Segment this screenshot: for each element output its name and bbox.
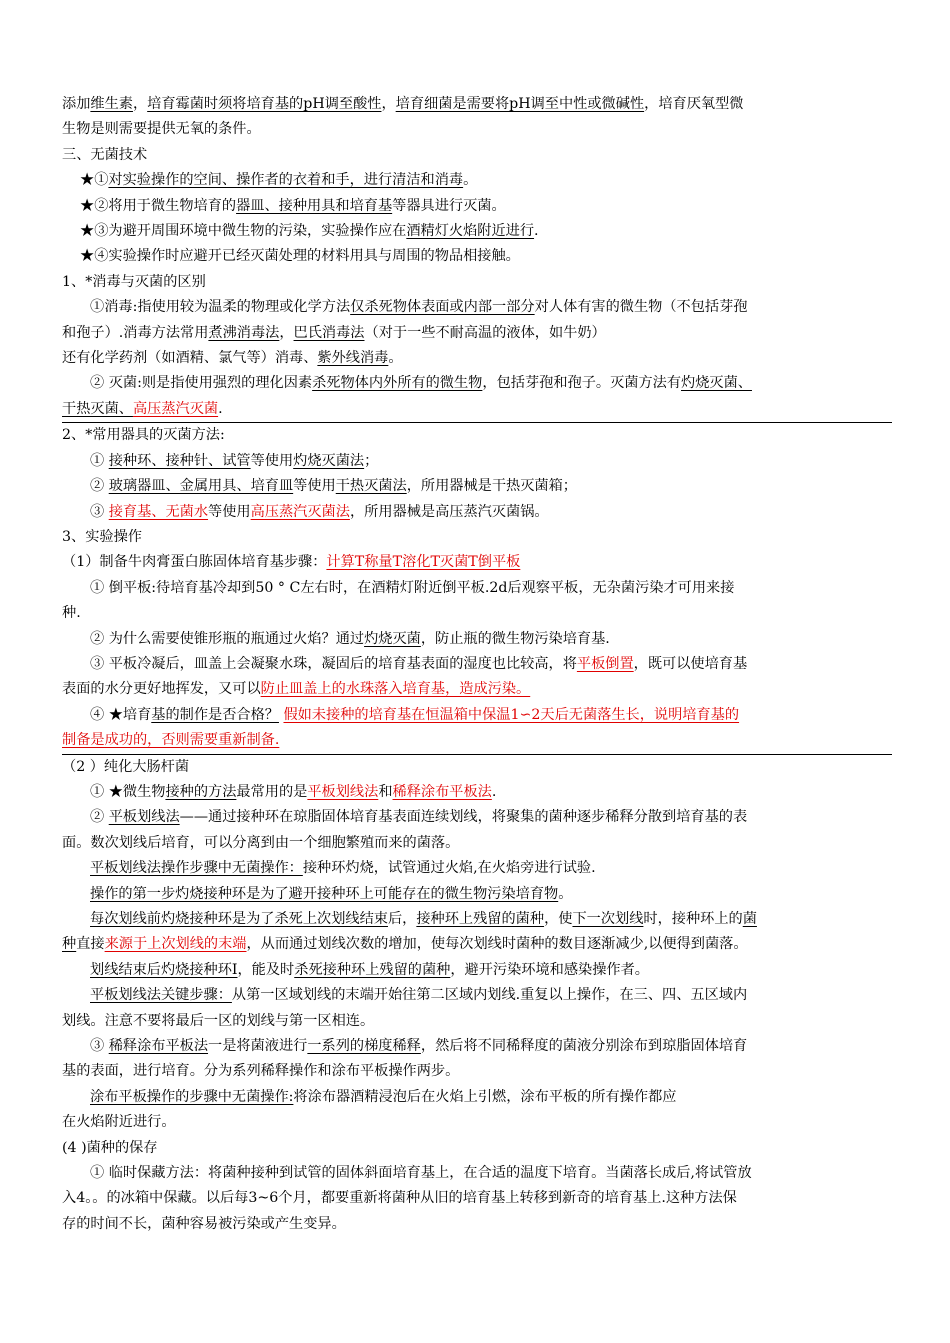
underlined-text: 接种环上残留的菌种	[416, 911, 545, 927]
text-run: ★②将用于微生物培育的	[80, 197, 237, 214]
text-run: 从第一区域划线的末端开始往第二区域内划线.重复以上操作，在三、四、五区域内	[231, 987, 748, 1004]
text-run: 还有化学药剂（如酒精、氯气等）消毒、	[62, 350, 318, 367]
underlined-text: 每次划线前灼烧接种环是为了	[90, 911, 275, 927]
underlined-text: 灼烧灭菌	[364, 630, 421, 647]
text-run: .	[218, 400, 223, 417]
text-run: ，避开污染环境和感染操作者。	[450, 961, 649, 978]
text-line	[62, 244, 892, 269]
text-run: 直接	[76, 936, 105, 953]
text-line	[62, 346, 892, 371]
text-line	[62, 168, 892, 193]
text-line	[62, 576, 892, 601]
highlight-text: 平板倒置	[576, 655, 634, 672]
text-run: 添加	[62, 96, 91, 112]
text-run: 等器具进行灭菌。	[392, 197, 506, 214]
underlined-text: 基的制作是否合格？	[151, 706, 279, 723]
underlined-text: 涂布平板操作的步骤中无菌操作:	[90, 1088, 294, 1105]
underlined-text: 稀释涂布平板法	[108, 1038, 209, 1055]
text-run: ；	[364, 452, 379, 469]
text-run: 2、*常用器具的灭菌方法:	[62, 427, 225, 444]
underlined-text: 器皿、接种用具和培育基	[236, 197, 393, 214]
text-run: 后，	[387, 911, 417, 927]
text-run: ，	[132, 96, 148, 112]
text-line	[62, 780, 892, 805]
text-line	[62, 983, 892, 1008]
text-run: 基的表面，进行培育。分为系列稀释操作和涂布平板操作两步。	[62, 1063, 460, 1080]
underlined-text: 仅杀死物体表面或内部一部分	[350, 299, 535, 316]
text-run: 种.	[62, 605, 81, 622]
text-run: 时，接种环上的	[643, 911, 743, 927]
text-run: 等使用	[250, 452, 294, 469]
underlined-text: 一系列的梯度稀释	[307, 1038, 421, 1055]
text-line	[62, 321, 892, 346]
text-run: 。	[558, 885, 573, 902]
section-heading	[62, 423, 892, 448]
text-run: 一是将菌液进行	[208, 1038, 308, 1055]
underlined-text: 划线结束后灼烧接种环I	[90, 961, 238, 978]
text-line	[62, 92, 892, 117]
underlined-text: 巴氏消毒法	[293, 324, 365, 341]
text-run: ①	[90, 452, 109, 469]
text-run: 等使用	[293, 478, 336, 495]
underlined-text: 平板划线法	[108, 809, 180, 826]
underlined-text: 种	[62, 936, 77, 953]
section-heading	[62, 755, 892, 780]
underlined-text: 操作的第一步灼烧接种环是为了避开接种环上可能存在的微生物污染培育物	[90, 885, 559, 902]
text-run: ②	[90, 478, 109, 495]
text-line	[62, 627, 892, 652]
text-run: ③	[90, 1038, 109, 1055]
text-run: .	[534, 223, 539, 240]
underlined-text: 培育细菌是需要将pH调至中性或微碱性	[395, 96, 645, 112]
text-line	[62, 703, 892, 728]
text-line	[62, 397, 892, 423]
text-line	[62, 1059, 892, 1084]
text-run: ① ★微生物	[90, 783, 166, 800]
text-run: ，能及时	[237, 961, 295, 978]
text-run: 接种环灼烧，试管通过火焰,在火焰旁进行试验.	[302, 860, 596, 877]
underlined-text: 酒精灯火焰附近进行	[406, 223, 535, 240]
text-run: ，既可以使培育基	[633, 655, 748, 672]
highlight-text: 高压蒸汽灭菌法	[250, 503, 350, 520]
text-run: .	[491, 783, 497, 800]
text-run: 等使用	[208, 503, 251, 520]
underlined-text: 煮沸消毒法	[208, 324, 280, 341]
text-line	[62, 194, 892, 219]
text-line	[62, 958, 892, 983]
highlight-text: 防止皿盖上的水珠落入培育基，造成污染。	[260, 681, 531, 698]
text-run: ②	[90, 809, 109, 826]
text-run: （对于一些不耐高温的液体，如牛奶）	[364, 324, 606, 341]
highlight-text: 稀释涂布平板法	[392, 783, 492, 800]
text-run: ④ ★培育	[90, 706, 152, 723]
underlined-text: 维生素	[90, 96, 133, 112]
highlight-text: 计算T称量T溶化T灭菌T倒平板	[326, 554, 521, 571]
text-line	[62, 805, 892, 830]
text-line	[62, 1009, 892, 1034]
section-heading	[62, 525, 892, 550]
text-run: ①消毒:指使用较为温柔的物理或化学方法	[90, 299, 351, 316]
text-run: ，所用器械是高压蒸汽灭菌锅。	[349, 503, 549, 520]
text-run: ，防止瓶的微生物污染培育基.	[420, 630, 610, 647]
text-run: 。	[388, 350, 403, 367]
underlined-text: 干热灭菌法	[335, 478, 407, 495]
text-run: 在火焰附近进行。	[62, 1114, 176, 1131]
text-run: ③ 平板冷凝后，皿盖上会凝聚水珠，凝固后的培育基表面的湿度也比较高，将	[90, 655, 577, 672]
text-run: ，然后将不同稀释度的菌液分别涂布到琼脂固体培育	[420, 1038, 748, 1055]
text-run: 。	[463, 172, 478, 189]
text-run: 和孢子）.消毒方法常用	[62, 324, 209, 341]
text-line	[62, 117, 892, 142]
text-run: 最常用的是	[236, 783, 308, 800]
text-run: 3、实验操作	[62, 528, 142, 545]
text-run: 面。数次划线后培育，可以分离到由一个细胞繁殖而来的菌落。	[62, 834, 460, 851]
text-line	[62, 652, 892, 677]
underlined-text: 接种环、接种针、试管	[108, 452, 251, 469]
text-run: 和	[378, 783, 393, 800]
text-line	[62, 550, 892, 575]
text-run: ★③为避开周围环境中微生物的污染，实验操作应在	[80, 223, 407, 240]
text-line	[62, 1085, 892, 1110]
section-heading	[62, 143, 892, 168]
highlight-text: 接育基、无菌水	[108, 503, 209, 520]
text-run: 表面的水分更好地挥发，又可以	[62, 681, 261, 698]
text-run: (4 )菌种的保存	[62, 1139, 158, 1156]
text-line	[62, 1186, 892, 1211]
text-line	[62, 728, 892, 754]
text-run: ★④实验操作时应避开已经灭菌处理的材料用具与周围的物品相接触。	[80, 248, 520, 265]
text-line	[62, 500, 892, 525]
underlined-text: 接种的方法	[165, 783, 237, 800]
text-line	[62, 932, 892, 957]
text-run: ② 为什么需要使锥形瓶的瓶通过火焰？通过	[90, 630, 365, 647]
text-line	[62, 882, 892, 907]
text-run: 生物是则需要提供无氧的条件。	[62, 121, 261, 138]
underlined-text: 干热灭菌、	[62, 400, 133, 417]
text-run: ，从而通过划线次数的增加，使每次划线时菌种的数目逐渐减少,以便得到菌落。	[246, 936, 748, 953]
text-run: ③	[90, 503, 109, 520]
underlined-text: 玻璃器皿、金属用具、培育皿	[108, 478, 294, 495]
highlight-text: 平板划线法	[307, 783, 379, 800]
text-line	[62, 856, 892, 881]
text-run: ，使	[544, 911, 573, 927]
underlined-text: 平板划线法操作步骤中无菌操作：	[90, 860, 303, 877]
text-run: 对人体有害的微生物（不包括芽孢	[534, 299, 748, 316]
text-line	[62, 474, 892, 499]
text-run: ，所用器械是干热灭菌箱；	[406, 478, 577, 495]
text-run: 将涂布器酒精浸泡后在火焰上引燃，涂布平板的所有操作都应	[293, 1088, 677, 1105]
highlight-text: 来源于上次划线的末端	[104, 936, 247, 953]
text-run: 划线。注意不要将最后一区的划线与第一区相连。	[62, 1012, 375, 1029]
underlined-text: 杀死接种环上残留的菌种	[294, 961, 451, 978]
highlight-text: 制备是成功的，否则需要重新制备.	[62, 732, 280, 749]
underlined-text: 杀死物体内外所有的微生物	[312, 375, 483, 392]
text-run: ★①	[80, 172, 109, 189]
text-line	[62, 449, 892, 474]
underlined-text: 培育霉菌时须将培育基的pH调至酸性	[147, 96, 382, 112]
text-run: ，	[279, 324, 294, 341]
text-run: ，培育厌氧型微	[644, 96, 744, 112]
section-heading	[62, 1136, 892, 1161]
underlined-text: 紫外线消毒	[317, 350, 389, 367]
underlined-text: 对实验操作的空间、操作者的衣着和手，进行清洁和消毒	[108, 172, 464, 189]
text-run: ② 灭菌:则是指使用强烈的理化因素	[90, 375, 313, 392]
text-run: （2 ）纯化大肠杆菌	[62, 758, 190, 775]
text-run: 入4。。的冰箱中保藏。以后每3~6个月，都要重新将菌种从旧的培育基上转移到新奇的培育基上.这种方法保	[62, 1190, 737, 1207]
underlined-text: 灼烧灭菌法	[293, 452, 365, 469]
text-run: ——通过接种环在琼脂固体培育基表面连续划线，将聚集的菌种逐步稀释分散到培育基的表	[179, 809, 748, 826]
underlined-text: 下一次划线	[572, 911, 644, 927]
text-line	[62, 677, 892, 702]
text-run: ① 临时保藏方法：将菌种接种到试管的固体斜面培育基上，在合适的温度下培育。当菌落长成后,将试管放	[90, 1165, 752, 1182]
document-page	[62, 92, 892, 1237]
underlined-text: 杀死上次划线结束	[274, 911, 388, 927]
section-heading	[62, 270, 892, 295]
text-run: ① 倒平板:待培育基冷却到50 ° C左右时，在酒精灯附近倒平板.2d后观察平板，无杂菌污染才可用来接	[90, 579, 735, 596]
text-line	[62, 907, 892, 932]
text-run: （1）制备牛肉膏蛋白胨固体培育基步骤：	[62, 554, 327, 571]
highlight-text: 高压蒸汽灭菌	[132, 400, 219, 417]
text-run: ，	[381, 96, 396, 112]
text-line	[62, 219, 892, 244]
text-run: 存的时间不长，菌种容易被污染或产生变异。	[62, 1215, 346, 1232]
text-line	[62, 1034, 892, 1059]
underlined-text: 菌	[742, 911, 757, 927]
text-run: ，包括芽孢和孢子。灭菌方法有	[482, 375, 682, 392]
text-run: 1、*消毒与灭菌的区别	[62, 273, 206, 290]
text-line	[62, 1110, 892, 1135]
text-line	[62, 831, 892, 856]
text-line	[62, 1161, 892, 1186]
text-line	[62, 1212, 892, 1237]
text-run: 三、无菌技术	[62, 146, 148, 163]
text-line	[62, 371, 892, 396]
text-line	[62, 295, 892, 320]
underlined-text: 平板划线法关键步骤：	[90, 987, 232, 1004]
underlined-text: 灼烧灭菌、	[681, 375, 752, 392]
text-line	[62, 601, 892, 626]
highlight-text: 假如未接种的培育基在恒温箱中保温1∽2天后无菌落生长，说明培育基的	[283, 706, 740, 723]
